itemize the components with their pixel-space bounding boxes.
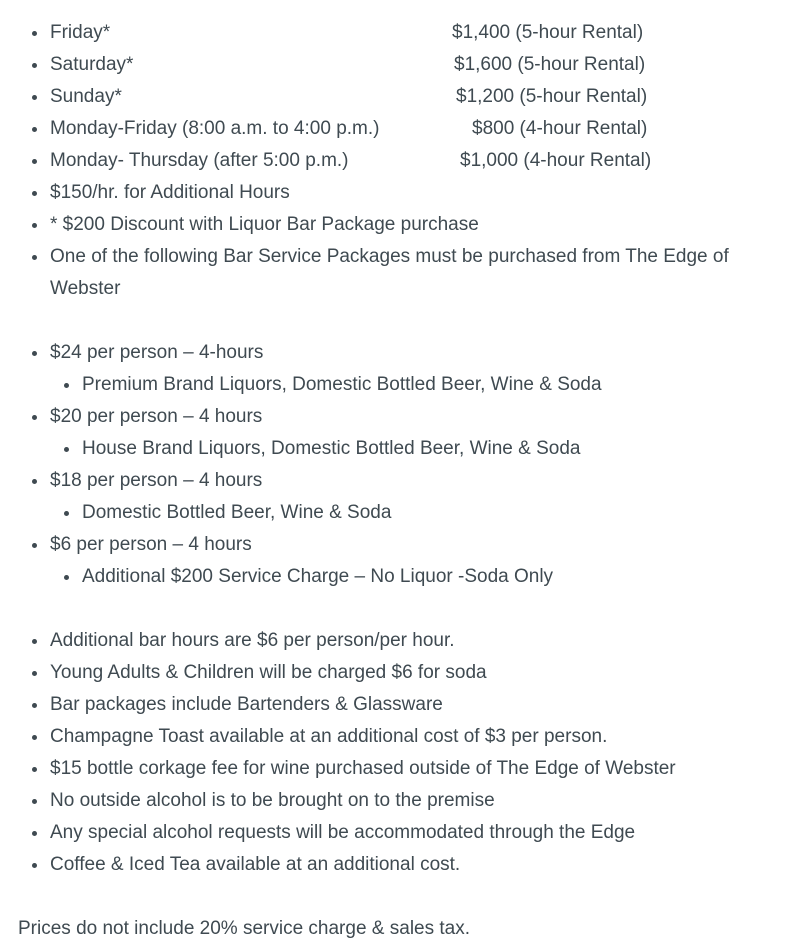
policy-text: $15 bottle corkage fee for wine purchased outside of The Edge of Webster xyxy=(50,758,676,779)
bullet-icon xyxy=(32,799,37,804)
package-item xyxy=(0,465,785,497)
package-detail xyxy=(0,561,785,593)
policy-text: Bar packages include Bartenders & Glassware xyxy=(50,694,443,715)
bullet-icon xyxy=(64,383,69,388)
rental-day: Monday-Friday (8:00 a.m. to 4:00 p.m.) xyxy=(50,118,380,139)
package-title: $6 per person – 4 hours xyxy=(50,534,252,555)
package-detail xyxy=(0,369,785,401)
rental-price: $1,200 (5-hour Rental) xyxy=(456,86,648,107)
policy-item xyxy=(0,849,785,881)
package-detail-text: Additional $200 Service Charge – No Liquor -Soda Only xyxy=(82,566,554,587)
policy-item xyxy=(0,785,785,817)
spacer xyxy=(0,305,785,337)
discount-note-text: * $200 Discount with Liquor Bar Package purchase xyxy=(50,214,479,235)
package-detail xyxy=(0,497,785,529)
policy-text: Champagne Toast available at an additional cost of $3 per person. xyxy=(50,726,608,747)
bullet-icon xyxy=(32,863,37,868)
package-item xyxy=(0,337,785,369)
bullet-icon xyxy=(32,735,37,740)
rental-row-saturday xyxy=(0,49,785,81)
policy-item xyxy=(0,817,785,849)
package-detail-text: Domestic Bottled Beer, Wine & Soda xyxy=(82,502,392,523)
bullet-icon xyxy=(32,127,37,132)
package-detail xyxy=(0,433,785,465)
bullet-icon xyxy=(32,191,37,196)
rental-day: Sunday* xyxy=(50,86,122,107)
bullet-icon xyxy=(32,415,37,420)
package-detail-text: Premium Brand Liquors, Domestic Bottled Beer, Wine & Soda xyxy=(82,374,602,395)
bullet-icon xyxy=(64,447,69,452)
package-title: $24 per person – 4-hours xyxy=(50,342,264,363)
bullet-icon xyxy=(32,703,37,708)
package-detail-text: House Brand Liquors, Domestic Bottled Beer, Wine & Soda xyxy=(82,438,581,459)
package-item xyxy=(0,401,785,433)
additional-hours-item xyxy=(0,177,785,209)
bullet-icon xyxy=(32,671,37,676)
rental-price: $1,600 (5-hour Rental) xyxy=(454,54,646,75)
package-requirement-text: One of the following Bar Service Packages must be purchased from The Edge of Webster xyxy=(50,246,729,299)
bullet-icon xyxy=(32,255,37,260)
bullet-icon xyxy=(64,511,69,516)
discount-note-item xyxy=(0,209,785,241)
rental-row-weekday-evening xyxy=(0,145,785,177)
package-requirement-item xyxy=(0,241,785,305)
bullet-icon xyxy=(32,479,37,484)
bullet-icon xyxy=(32,95,37,100)
rental-row-weekday-day xyxy=(0,113,785,145)
policy-item xyxy=(0,689,785,721)
policy-item xyxy=(0,721,785,753)
spacer xyxy=(0,593,785,625)
policy-text: Coffee & Iced Tea available at an additional cost. xyxy=(50,854,461,875)
policy-item xyxy=(0,753,785,785)
bullet-icon xyxy=(32,63,37,68)
policy-text: Young Adults & Children will be charged $6 for soda xyxy=(50,662,487,683)
package-title: $18 per person – 4 hours xyxy=(50,470,263,491)
package-item xyxy=(0,529,785,561)
bullet-icon xyxy=(64,575,69,580)
bullet-icon xyxy=(32,159,37,164)
policy-text: Additional bar hours are $6 per person/per hour. xyxy=(50,630,455,651)
rental-price: $1,000 (4-hour Rental) xyxy=(460,150,652,171)
bullet-icon xyxy=(32,543,37,548)
bullet-icon xyxy=(32,351,37,356)
rental-day: Friday* xyxy=(50,22,111,43)
rental-day: Monday- Thursday (after 5:00 p.m.) xyxy=(50,150,349,171)
policy-item xyxy=(0,657,785,689)
policy-text: Any special alcohol requests will be accommodated through the Edge xyxy=(50,822,636,843)
bullet-icon xyxy=(32,639,37,644)
bullet-icon xyxy=(32,223,37,228)
bullet-icon xyxy=(32,31,37,36)
footer-note: Prices do not include 20% service charge & sales tax. xyxy=(18,918,471,939)
policy-item xyxy=(0,625,785,657)
rental-price: $800 (4-hour Rental) xyxy=(472,118,648,139)
package-title: $20 per person – 4 hours xyxy=(50,406,263,427)
rental-row-friday xyxy=(0,17,785,49)
pricing-list xyxy=(0,17,785,881)
bullet-icon xyxy=(32,831,37,836)
policy-text: No outside alcohol is to be brought on to the premise xyxy=(50,790,495,811)
rental-day: Saturday* xyxy=(50,54,134,75)
additional-hours-text: $150/hr. for Additional Hours xyxy=(50,182,290,203)
rental-price: $1,400 (5-hour Rental) xyxy=(452,22,644,43)
rental-row-sunday xyxy=(0,81,785,113)
bullet-icon xyxy=(32,767,37,772)
